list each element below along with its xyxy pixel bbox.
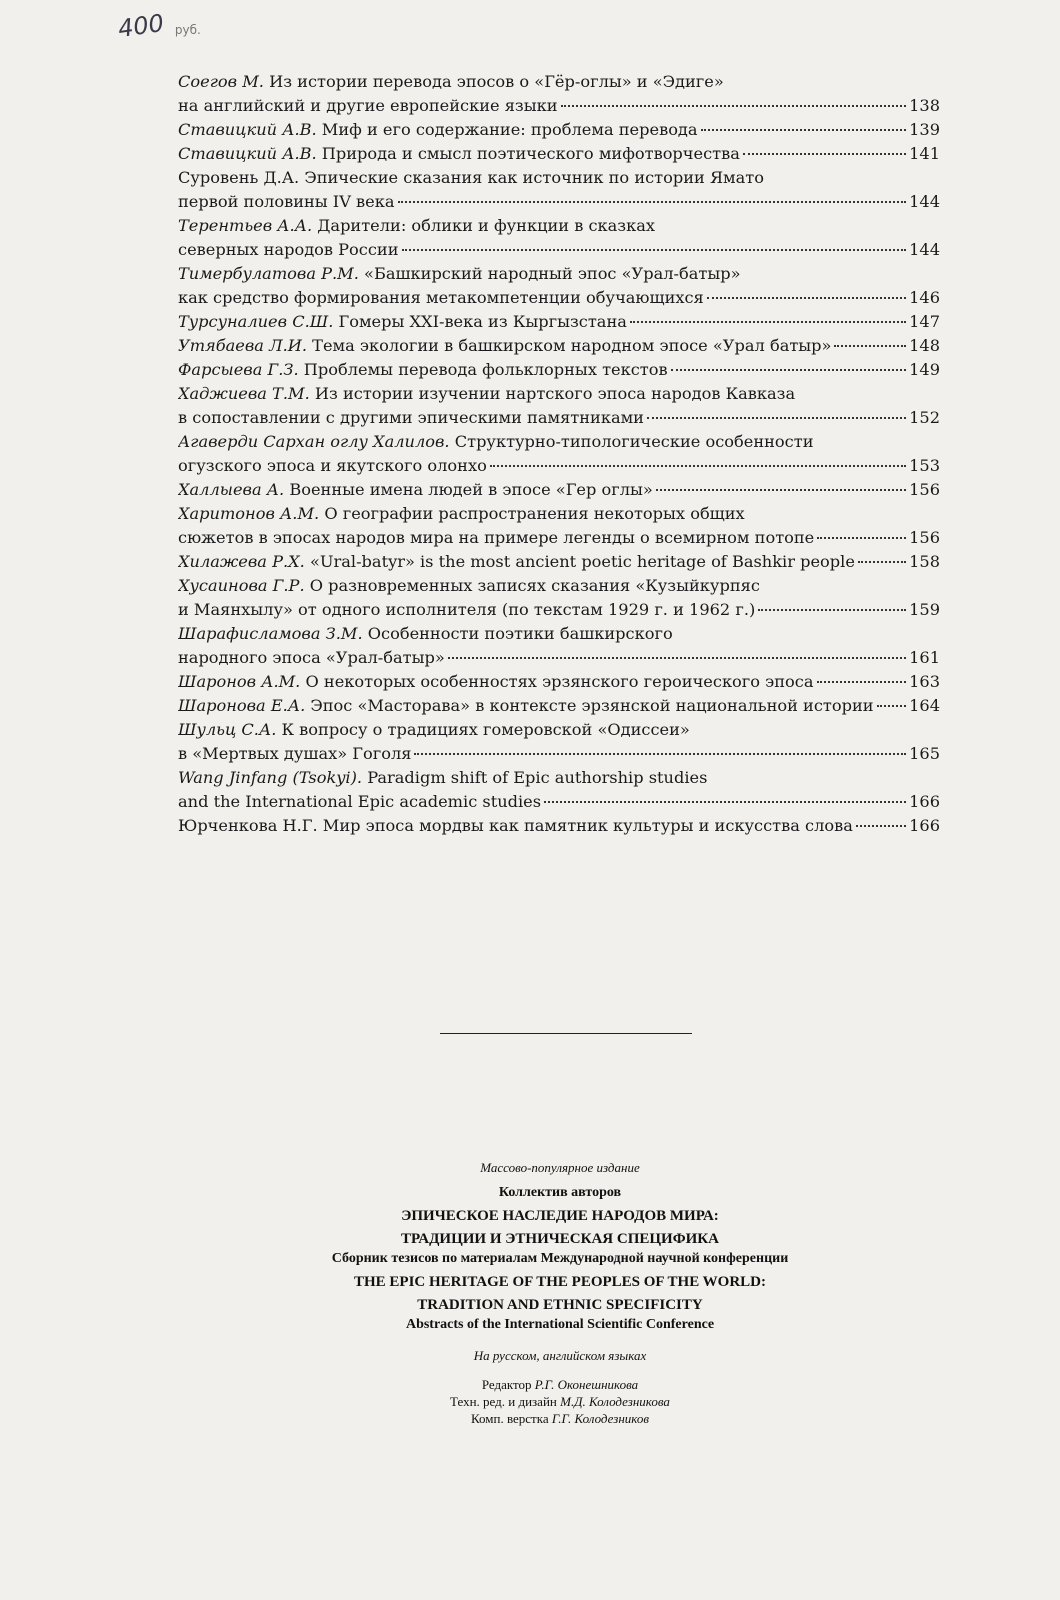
dot-leader — [758, 609, 906, 611]
toc-page-number: 147 — [909, 312, 940, 331]
toc-line-text — [178, 814, 853, 838]
dot-leader — [398, 201, 907, 203]
toc-title: Юрченкова Н.Г. Мир эпоса мордвы как памятник культуры и искусства слова — [178, 816, 853, 835]
toc-line — [178, 718, 940, 742]
toc-author: Ставицкий А.В. — [178, 120, 317, 139]
toc-author: Агаверди Сархан оглу Халилов. — [178, 432, 450, 451]
toc-author: Шаронова Е.А. — [178, 696, 306, 715]
dot-leader — [877, 705, 907, 707]
dot-leader — [402, 249, 907, 251]
toc-title: в «Мертвых душах» Гоголя — [178, 744, 412, 763]
toc-entry — [178, 118, 940, 142]
toc-entry — [178, 310, 940, 334]
toc-line — [178, 478, 940, 502]
toc-line — [178, 190, 940, 214]
dot-leader — [448, 657, 906, 659]
toc-line — [178, 262, 940, 286]
toc-entry — [178, 718, 940, 766]
toc-line — [178, 430, 940, 454]
toc-entry — [178, 550, 940, 574]
toc-line-text — [178, 334, 831, 358]
toc-line-text — [178, 718, 690, 742]
toc-title: Тема экологии в башкирском народном эпосе «Урал батыр» — [307, 336, 832, 355]
toc-title: Дарители: облики и функции в сказках — [312, 216, 656, 235]
toc-line — [178, 238, 940, 262]
credits — [180, 1376, 940, 1427]
toc-page-number: 144 — [909, 240, 940, 259]
toc-line-text — [178, 94, 558, 118]
toc-author: Ставицкий А.В. — [178, 144, 317, 163]
toc-line — [178, 286, 940, 310]
toc-title: Эпос «Масторава» в контексте эрзянской национальной истории — [305, 696, 874, 715]
toc-author: Шульц С.А. — [178, 720, 277, 739]
toc-line — [178, 118, 940, 142]
toc-author: Хаджиева Т.М. — [178, 384, 310, 403]
toc-author: Халлыева А. — [178, 480, 285, 499]
dot-leader — [834, 345, 906, 347]
dot-leader — [707, 297, 906, 299]
toc-title: and the International Epic academic studies — [178, 792, 542, 811]
toc-line — [178, 310, 940, 334]
dot-leader — [656, 489, 906, 491]
toc-title: северных народов России — [178, 240, 399, 259]
toc-line-text — [178, 310, 627, 334]
toc-line-text — [178, 694, 874, 718]
toc-line — [178, 166, 940, 190]
design-credit: Техн. ред. и дизайн М.Д. Колодезникова — [450, 1394, 670, 1409]
toc-line-text — [178, 550, 855, 574]
dot-leader — [701, 129, 907, 131]
toc-title: Миф и его содержание: проблема перевода — [316, 120, 698, 139]
toc-entry — [178, 670, 940, 694]
toc-title: Структурно-типологические особенности — [449, 432, 814, 451]
toc-line-text — [178, 382, 795, 406]
toc-page-number: 163 — [909, 672, 940, 691]
toc-author: Шаронов А.М. — [178, 672, 301, 691]
toc-page-number: 146 — [909, 288, 940, 307]
toc-page-number: 152 — [909, 408, 940, 427]
subtitle-en: Abstracts of the International Scientific Conference — [405, 1317, 715, 1332]
toc-page-number: 138 — [909, 96, 940, 115]
toc-page-number: 164 — [909, 696, 940, 715]
toc-page-number: 165 — [909, 744, 940, 763]
price-stamp — [116, 8, 201, 44]
title-ru-line-2: ТРАДИЦИИ И ЭТНИЧЕСКАЯ СПЕЦИФИКА — [401, 1231, 719, 1247]
toc-entry — [178, 502, 940, 550]
toc-title: на английский и другие европейские языки — [178, 96, 558, 115]
toc-entry — [178, 766, 940, 814]
toc-page-number: 144 — [909, 192, 940, 211]
toc-title: первой половины IV века — [178, 192, 395, 211]
toc-line — [178, 358, 940, 382]
toc-line — [178, 574, 940, 598]
toc-line — [178, 94, 940, 118]
toc-line — [178, 406, 940, 430]
dot-leader — [817, 537, 906, 539]
dot-leader — [544, 801, 906, 803]
toc-page-number: 156 — [909, 528, 940, 547]
toc-entry — [178, 262, 940, 310]
toc-author: Фарсыева Г.З. — [178, 360, 299, 379]
imprint-block — [180, 1160, 940, 1427]
toc-title: О географии распространения некоторых общих — [319, 504, 745, 523]
toc-line-text — [178, 454, 487, 478]
title-en-line-1: THE EPIC HERITAGE OF THE PEOPLES OF THE WORLD: — [353, 1274, 767, 1290]
toc-title: Природа и смысл поэтического мифотворчества — [316, 144, 740, 163]
languages-note: На русском, английском языках — [473, 1348, 647, 1363]
toc-author: Турсуналиев С.Ш. — [178, 312, 334, 331]
toc-page-number: 156 — [909, 480, 940, 499]
toc-page-number: 159 — [909, 600, 940, 619]
toc-line-text — [178, 286, 704, 310]
toc-line — [178, 502, 940, 526]
toc-line — [178, 550, 940, 574]
toc-line — [178, 70, 940, 94]
toc-page-number: 141 — [909, 144, 940, 163]
toc-line-text — [178, 646, 445, 670]
toc-entry — [178, 814, 940, 838]
toc-title: «Ural-batyr» is the most ancient poetic heritage of Bashkir people — [304, 552, 855, 571]
toc-line — [178, 454, 940, 478]
toc-line — [178, 814, 940, 838]
toc-line — [178, 622, 940, 646]
toc-entry — [178, 694, 940, 718]
toc-title: сюжетов в эпосах народов мира на примере легенды о всемирном потопе — [178, 528, 815, 547]
toc-title: «Башкирский народный эпос «Урал-батыр» — [358, 264, 741, 283]
dot-leader — [671, 369, 906, 371]
toc-title: Суровень Д.А. Эпические сказания как источник по истории Ямато — [178, 168, 764, 187]
toc-line — [178, 742, 940, 766]
toc-author: Харитонов А.М. — [178, 504, 320, 523]
toc-line-text — [178, 622, 673, 646]
toc-entry — [178, 478, 940, 502]
toc-entry — [178, 142, 940, 166]
toc-entry — [178, 214, 940, 262]
toc-line-text — [178, 70, 724, 94]
toc-author: Хусаинова Г.Р. — [178, 576, 305, 595]
toc-author: Шарафисламова З.М. — [178, 624, 363, 643]
toc-entry — [178, 166, 940, 214]
toc-line — [178, 598, 940, 622]
toc-title: и Маянхылу» от одного исполнителя (по текстам 1929 г. и 1962 г.) — [178, 600, 756, 619]
table-of-contents — [178, 70, 940, 838]
toc-line-text — [178, 742, 411, 766]
toc-line-text — [178, 238, 399, 262]
toc-entry — [178, 574, 940, 622]
toc-title: Из истории изучении нартского эпоса народов Кавказа — [309, 384, 796, 403]
dot-leader — [414, 753, 906, 755]
toc-line-text — [178, 358, 668, 382]
dot-leader — [630, 321, 906, 323]
toc-line — [178, 670, 940, 694]
dot-leader — [561, 105, 907, 107]
toc-author: Терентьев А.А. — [178, 216, 313, 235]
toc-title: К вопросу о традициях гомеровской «Одиссеи» — [276, 720, 690, 739]
toc-line — [178, 766, 940, 790]
divider-line — [440, 1033, 692, 1034]
editor-credit: Редактор Р.Г. Оконешникова — [481, 1377, 639, 1392]
toc-page-number: 166 — [909, 792, 940, 811]
toc-line — [178, 142, 940, 166]
edition-type: Массово-популярное издание — [480, 1160, 640, 1175]
title-ru-line-1: ЭПИЧЕСКОЕ НАСЛЕДИЕ НАРОДОВ МИРА: — [401, 1208, 719, 1224]
toc-entry — [178, 382, 940, 430]
toc-author: Утябаева Л.И. — [178, 336, 308, 355]
toc-title: Проблемы перевода фольклорных текстов — [298, 360, 668, 379]
subtitle-ru: Сборник тезисов по материалам Международной научной конференции — [331, 1251, 789, 1266]
toc-line — [178, 646, 940, 670]
toc-line-text — [178, 190, 395, 214]
toc-line — [178, 694, 940, 718]
toc-entry — [178, 334, 940, 358]
toc-line-text — [178, 598, 755, 622]
toc-line-text — [178, 478, 653, 502]
price-note: руб. — [174, 23, 201, 37]
toc-line-text — [178, 166, 764, 190]
toc-line-text — [178, 214, 655, 238]
dot-leader — [817, 681, 907, 683]
toc-title: Paradigm shift of Epic authorship studies — [362, 768, 708, 787]
toc-line-text — [178, 790, 541, 814]
dot-leader — [647, 417, 906, 419]
toc-entry — [178, 70, 940, 118]
toc-author: Хилажева Р.Х. — [178, 552, 305, 571]
dot-leader — [856, 825, 906, 827]
toc-title: Военные имена людей в эпосе «Гер оглы» — [284, 480, 653, 499]
toc-title: как средство формирования метакомпетенции обучающихся — [178, 288, 704, 307]
layout-credit: Комп. верстка Г.Г. Колодезников — [470, 1411, 650, 1426]
toc-line — [178, 334, 940, 358]
toc-line-text — [178, 526, 814, 550]
toc-page-number: 153 — [909, 456, 940, 475]
toc-line-text — [178, 406, 644, 430]
toc-line-text — [178, 118, 698, 142]
toc-title: О некоторых особенностях эрзянского героического эпоса — [300, 672, 814, 691]
toc-line-text — [178, 574, 760, 598]
dot-leader — [743, 153, 906, 155]
toc-title: в сопоставлении с другими эпическими памятниками — [178, 408, 644, 427]
toc-page-number: 148 — [909, 336, 940, 355]
toc-line-text — [178, 142, 740, 166]
toc-line-text — [178, 430, 814, 454]
dot-leader — [858, 561, 906, 563]
toc-title: народного эпоса «Урал-батыр» — [178, 648, 445, 667]
toc-line — [178, 382, 940, 406]
toc-page-number: 166 — [909, 816, 940, 835]
toc-title: О разновременных записях сказания «Кузыйкурпяс — [304, 576, 760, 595]
toc-entry — [178, 430, 940, 478]
toc-page-number: 149 — [909, 360, 940, 379]
toc-line-text — [178, 262, 741, 286]
toc-author: Соегов М. — [178, 72, 264, 91]
authors-collective: Коллектив авторов — [498, 1185, 622, 1200]
toc-title: Особенности поэтики башкирского — [362, 624, 673, 643]
toc-author: Wang Jinfang (Tsokyi). — [178, 768, 363, 787]
toc-entry — [178, 358, 940, 382]
toc-title: Из истории перевода эпосов о «Гёр-оглы» и «Эдиге» — [263, 72, 724, 91]
toc-line — [178, 526, 940, 550]
toc-entry — [178, 622, 940, 670]
toc-line-text — [178, 502, 745, 526]
title-en-line-2: TRADITION AND ETHNIC SPECIFICITY — [417, 1297, 703, 1313]
toc-line-text — [178, 670, 814, 694]
toc-author: Тимербулатова Р.М. — [178, 264, 359, 283]
toc-title: Гомеры XXI-века из Кыргызстана — [333, 312, 627, 331]
handwritten-price: 400 — [116, 8, 166, 44]
toc-page-number: 139 — [909, 120, 940, 139]
dot-leader — [490, 465, 906, 467]
toc-line — [178, 790, 940, 814]
toc-page-number: 161 — [909, 648, 940, 667]
toc-line — [178, 214, 940, 238]
toc-line-text — [178, 766, 707, 790]
toc-page-number: 158 — [909, 552, 940, 571]
toc-title: огузского эпоса и якутского олонхо — [178, 456, 487, 475]
